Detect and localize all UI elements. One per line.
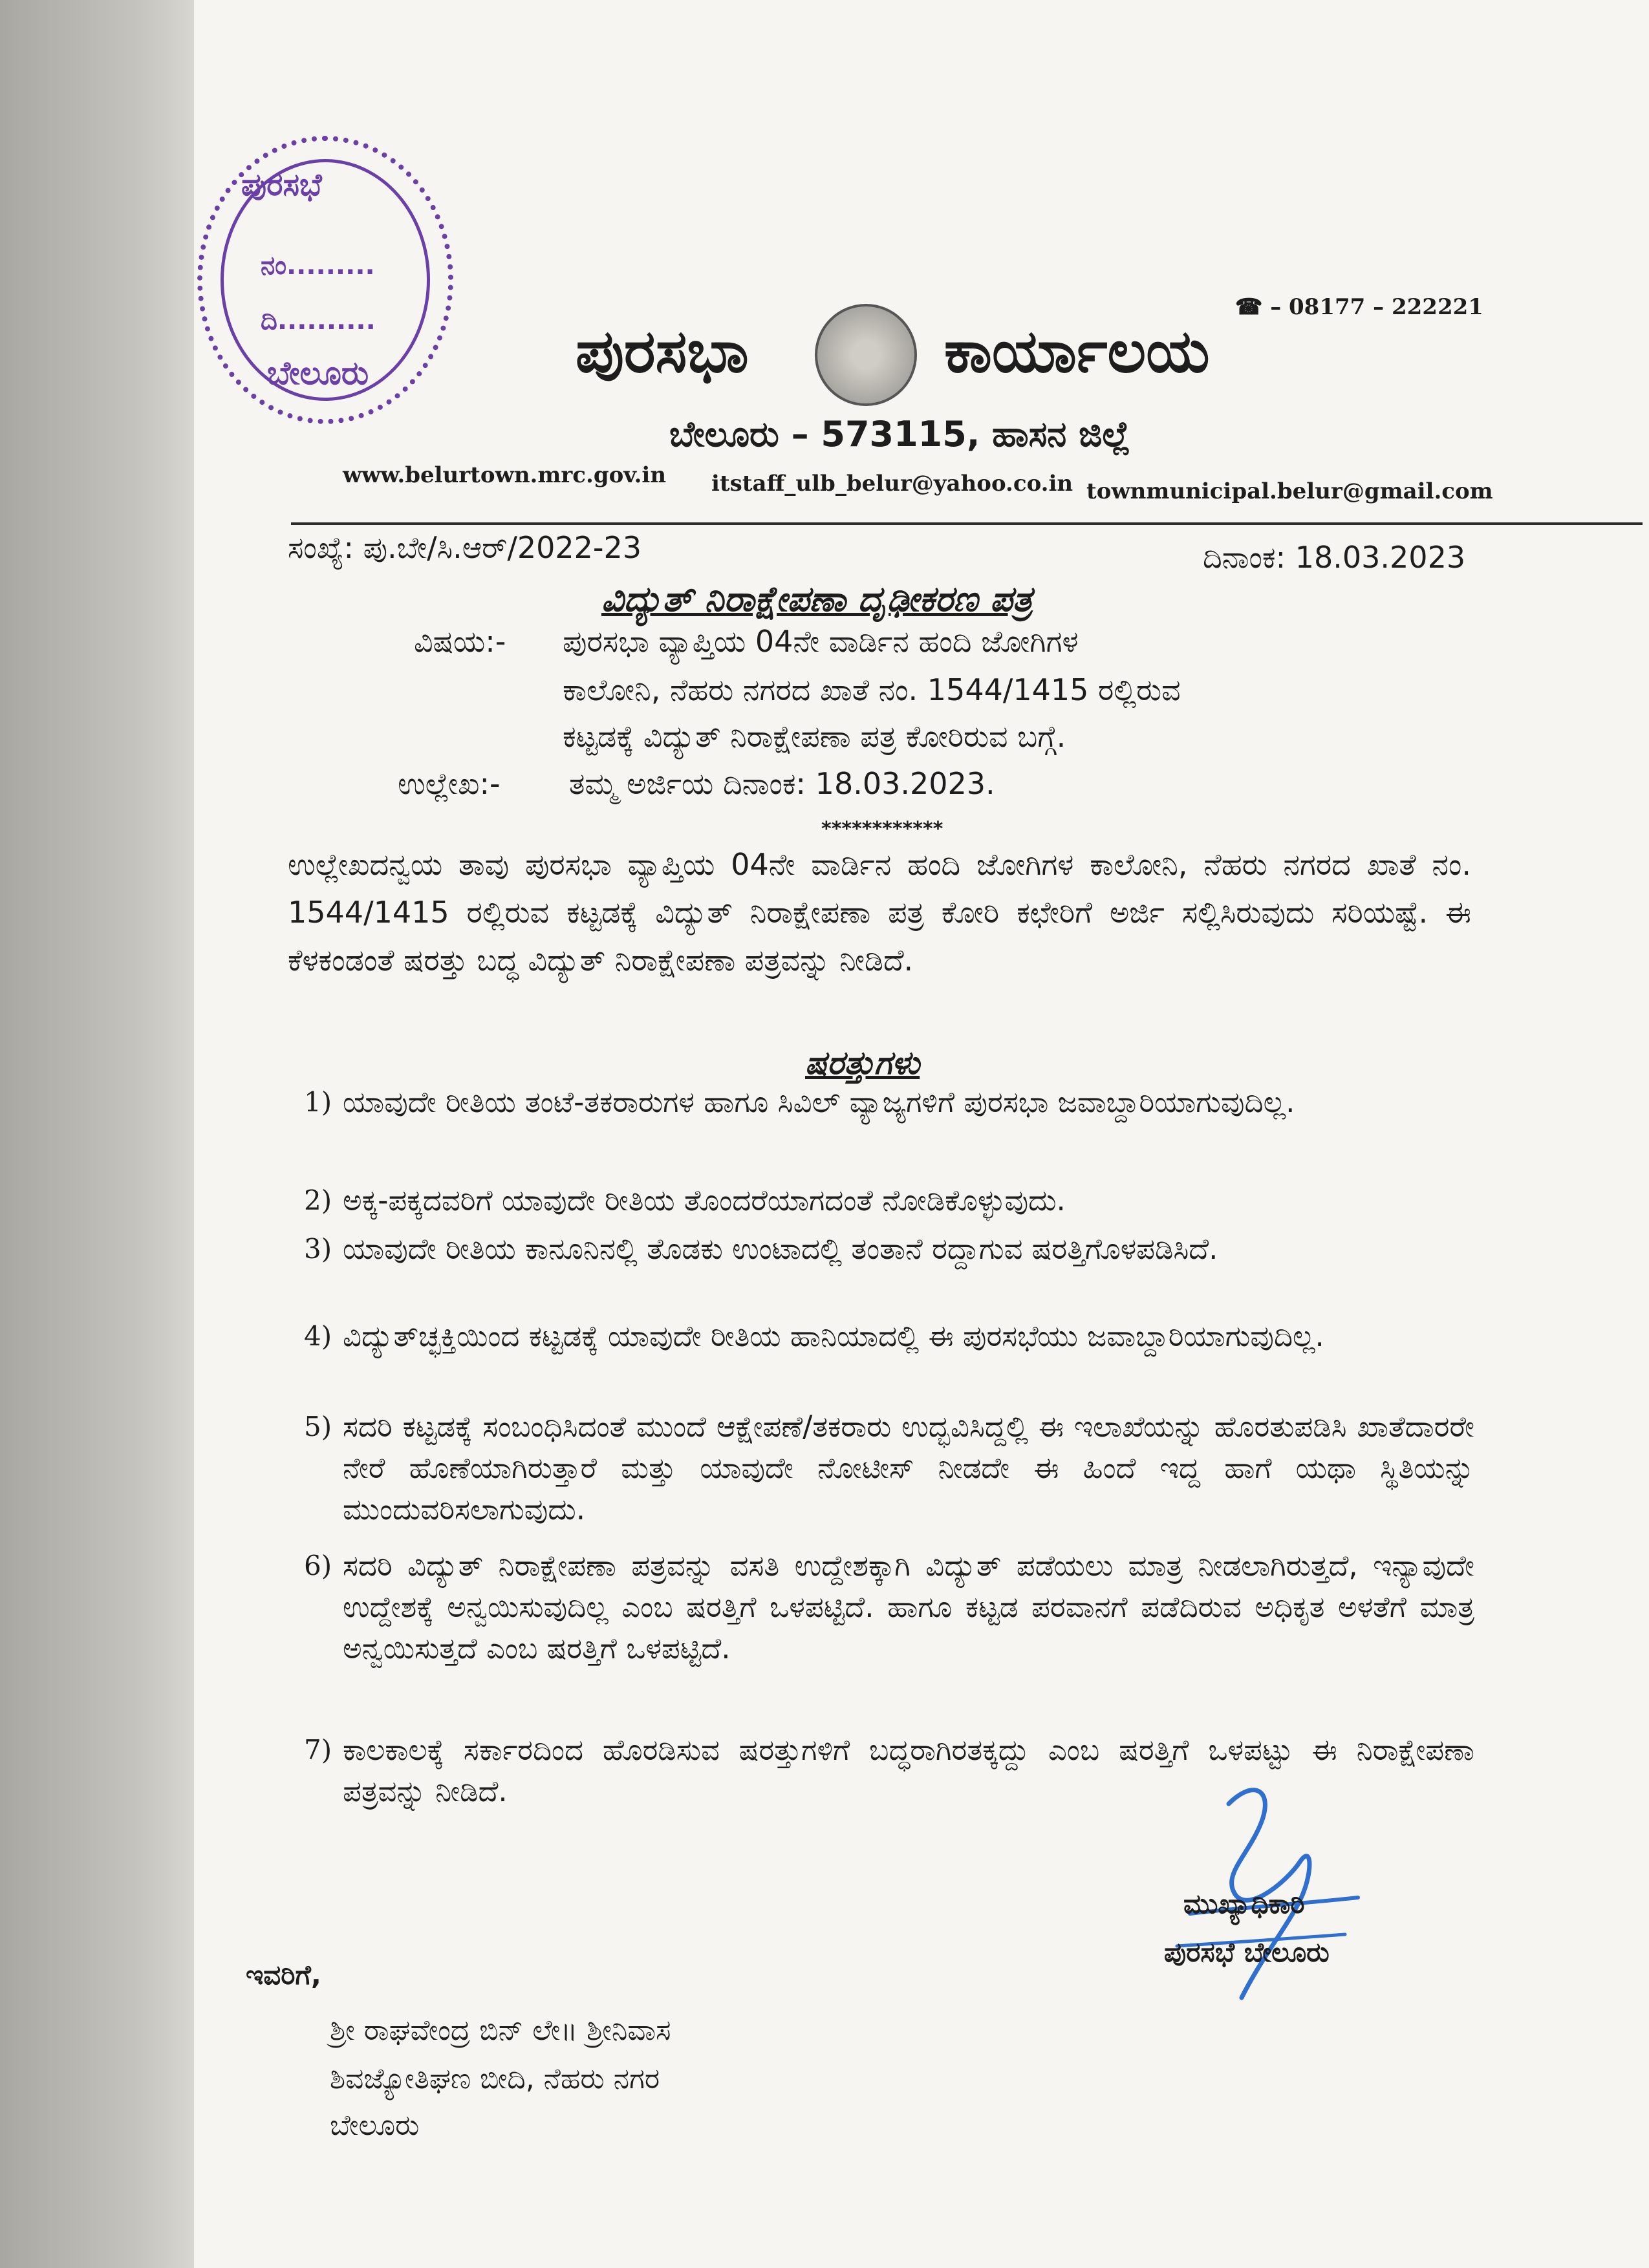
condition-number: 4): [304, 1320, 332, 1352]
email-link-2[interactable]: townmunicipal.belur@gmail.com: [1086, 478, 1493, 504]
condition-number: 7): [304, 1734, 332, 1766]
condition-item: ಯಾವುದೇ ರೀತಿಯ ಕಾನೂನಿನಲ್ಲಿ ತೊಡಕು ಉಂಟಾದಲ್ಲಿ ತಂತಾನೆ ರದ್ದಾಗುವ ಷರತ್ತಿಗೊಳಪಡಿಸಿದೆ.: [343, 1232, 1218, 1266]
office-title-left: ಪುರಸಭಾ: [576, 317, 749, 386]
condition-item: ಅಕ್ಕ-ಪಕ್ಕದವರಿಗೆ ಯಾವುದೇ ರೀತಿಯ ತೊಂದರೆಯಾಗದಂತೆ ನೋಡಿಕೊಳ್ಳುವುದು.: [343, 1183, 1066, 1217]
condition-number: 6): [304, 1550, 332, 1581]
separator-stars: ************: [821, 818, 943, 840]
phone-number: [1235, 294, 1483, 320]
seal-line-1: ನಂ.........: [261, 251, 375, 281]
recipient-label: ಇವರಿಗೆ,: [246, 1959, 321, 1991]
subject-line: ಕಾಲೋನಿ, ನೆಹರು ನಗರದ ಖಾತೆ ನಂ. 1544/1415 ರಲ್ಲಿರುವ: [563, 672, 1181, 707]
reference-number: ಸಂಖ್ಯೆ: ಪು.ಬೇ/ಸಿ.ಆರ್/2022-23: [288, 530, 642, 565]
reference-label: ಉಲ್ಲೇಖ:-: [398, 766, 501, 801]
condition-item: ಯಾವುದೇ ರೀತಿಯ ತಂಟೆ-ತಕರಾರುಗಳ ಹಾಗೂ ಸಿವಿಲ್ ವ್ಯಾಜ್ಯಗಳಿಗೆ ಪುರಸಭಾ ಜವಾಬ್ದಾರಿಯಾಗುವುದಿಲ್ಲ.: [343, 1085, 1295, 1119]
header-divider: [291, 522, 1643, 525]
email-link-1[interactable]: itstaff_ulb_belur@yahoo.co.in: [711, 471, 1073, 497]
phone-text: – 08177 – 222221: [1270, 294, 1483, 320]
body-paragraph: ಉಲ್ಲೇಖದನ್ವಯ ತಾವು ಪುರಸಭಾ ವ್ಯಾಪ್ತಿಯ 04ನೇ ವಾರ್ಡಿನ ಹಂದಿ ಜೋಗಿಗಳ ಕಾಲೋನಿ, ನೆಹರು ನಗರದ ಖಾತೆ ನಂ. 1544/1415 ರಲ್ಲಿರುವ ಕಟ್ಟಡಕ್ಕೆ ವಿದ್ಯುತ್ ನಿರಾಕ್ಷೇಪಣಾ ಪತ್ರ ಕೋರಿ ಕಛೇರಿಗೆ ಅರ್ಜಿ ಸಲ್ಲಿಸಿರುವುದು ಸರಿಯಷ್ಟೆ. ಈ ಕೆಳಕಂಡಂತೆ ಷರತ್ತು ಬದ್ಧ ವಿದ್ಯುತ್ ನಿರಾಕ್ಷೇಪಣಾ ಪತ್ರವನ್ನು ನೀಡಿದೆ.: [288, 847, 1471, 978]
seal-bottom-text: ಬೇಲೂರು: [267, 354, 369, 392]
telephone-icon: ☎: [1235, 294, 1271, 320]
condition-number: 2): [304, 1184, 332, 1216]
office-title-right: ಕಾರ್ಯಾಲಯ: [944, 317, 1210, 386]
signatory-designation: ಮುಖ್ಯಾಧಿಕಾರಿ: [1183, 1888, 1305, 1920]
condition-item: ಕಾಲಕಾಲಕ್ಕೆ ಸರ್ಕಾರದಿಂದ ಹೊರಡಿಸುವ ಷರತ್ತುಗಳಿಗೆ ಬದ್ಧರಾಗಿರತಕ್ಕದ್ದು ಎಂಬ ಷರತ್ತಿಗೆ ಒಳಪಟ್ಟು ಈ ನಿರಾಕ್ಷೇಪಣಾ ಪತ್ರವನ್ನು ನೀಡಿದೆ.: [343, 1733, 1474, 1808]
condition-number: 1): [304, 1086, 332, 1118]
condition-item: ವಿದ್ಯುತ್‌ಚ್ಛಕ್ತಿಯಿಂದ ಕಟ್ಟಡಕ್ಕೆ ಯಾವುದೇ ರೀತಿಯ ಹಾನಿಯಾದಲ್ಲಿ ಈ ಪುರಸಭೆಯು ಜವಾಬ್ದಾರಿಯಾಗುವುದಿಲ್ಲ.: [343, 1319, 1324, 1353]
condition-number: 3): [304, 1233, 332, 1265]
document-date: ದಿನಾಂಕ: 18.03.2023: [1203, 540, 1466, 575]
condition-item: ಸದರಿ ವಿದ್ಯುತ್ ನಿರಾಕ್ಷೇಪಣಾ ಪತ್ರವನ್ನು ವಸತಿ ಉದ್ದೇಶಕ್ಕಾಗಿ ವಿದ್ಯುತ್ ಪಡೆಯಲು ಮಾತ್ರ ನೀಡಲಾಗಿರುತ್ತದೆ, ಇನ್ಯಾವುದೇ ಉದ್ದೇಶಕ್ಕೆ ಅನ್ವಯಿಸುವುದಿಲ್ಲ ಎಂಬ ಷರತ್ತಿಗೆ ಒಳಪಟ್ಟಿದೆ. ಹಾಗೂ ಕಟ್ಟಡ ಪರವಾನಗೆ ಪಡೆದಿರುವ ಅಧಿಕೃತ ಅಳತೆಗೆ ಮಾತ್ರ ಅನ್ವಯಿಸುತ್ತದೆ ಎಂಬ ಷರತ್ತಿಗೆ ಒಳಪಟ್ಟಿದೆ.: [343, 1548, 1474, 1665]
page-binding-margin: [0, 0, 194, 2268]
seal-line-2: ದಿ..........: [261, 306, 376, 336]
seal-top-text: ಪುರಸಭೆ: [241, 167, 322, 203]
signatory-office: ಪುರಸಭೆ ಬೇಲೂರು: [1164, 1936, 1330, 1968]
condition-number: 5): [304, 1411, 332, 1442]
document-title: ವಿದ್ಯುತ್ ನಿರಾಕ್ಷೇಪಣಾ ದೃಢೀಕರಣ ಪತ್ರ: [601, 579, 1033, 619]
recipient-address-line: ಶಿವಜ್ಯೋತಿಘಣ ಬೀದಿ, ನೆಹರು ನಗರ: [330, 2062, 660, 2095]
recipient-address-line: ಶ್ರೀ ರಾಘವೇಂದ್ರ ಬಿನ್ ಲೇ॥ ಶ್ರೀನಿವಾಸ: [330, 2014, 671, 2047]
conditions-title: ಷರತ್ತುಗಳು: [805, 1044, 920, 1082]
office-address: ಬೇಲೂರು – 573115, ಹಾಸನ ಜಿಲ್ಲೆ: [669, 414, 1130, 455]
website-link[interactable]: www.belurtown.mrc.gov.in: [343, 462, 667, 488]
subject-line: ಪುರಸಭಾ ವ್ಯಾಪ್ತಿಯ 04ನೇ ವಾರ್ಡಿನ ಹಂದಿ ಜೋಗಿಗಳ: [563, 624, 1079, 659]
reference-text: ತಮ್ಮ ಅರ್ಜಿಯ ದಿನಾಂಕ: 18.03.2023.: [569, 766, 995, 801]
subject-line: ಕಟ್ಟಡಕ್ಕೆ ವಿದ್ಯುತ್ ನಿರಾಕ್ಷೇಪಣಾ ಪತ್ರ ಕೋರಿರುವ ಬಗ್ಗೆ.: [563, 719, 1066, 754]
office-seal-stamp: [197, 136, 453, 424]
municipal-emblem-icon: [815, 304, 917, 406]
condition-item: ಸದರಿ ಕಟ್ಟಡಕ್ಕೆ ಸಂಬಂಧಿಸಿದಂತೆ ಮುಂದೆ ಆಕ್ಷೇಪಣೆ/ತಕರಾರು ಉದ್ಭವಿಸಿದ್ದಲ್ಲಿ ಈ ಇಲಾಖೆಯನ್ನು ಹೊರತುಪಡಿಸಿ ಖಾತೆದಾರರೇ ನೇರೆ ಹೊಣೆಯಾಗಿರುತ್ತಾರೆ ಮತ್ತು ಯಾವುದೇ ನೋಟೀಸ್ ನೀಡದೇ ಈ ಹಿಂದೆ ಇದ್ದ ಹಾಗೆ ಯಥಾ ಸ್ಥಿತಿಯನ್ನು ಮುಂದುವರಿಸಲಾಗುವುದು.: [343, 1409, 1474, 1526]
recipient-address-line: ಬೇಲೂರು: [330, 2109, 420, 2142]
subject-label: ವಿಷಯ:-: [414, 624, 506, 659]
